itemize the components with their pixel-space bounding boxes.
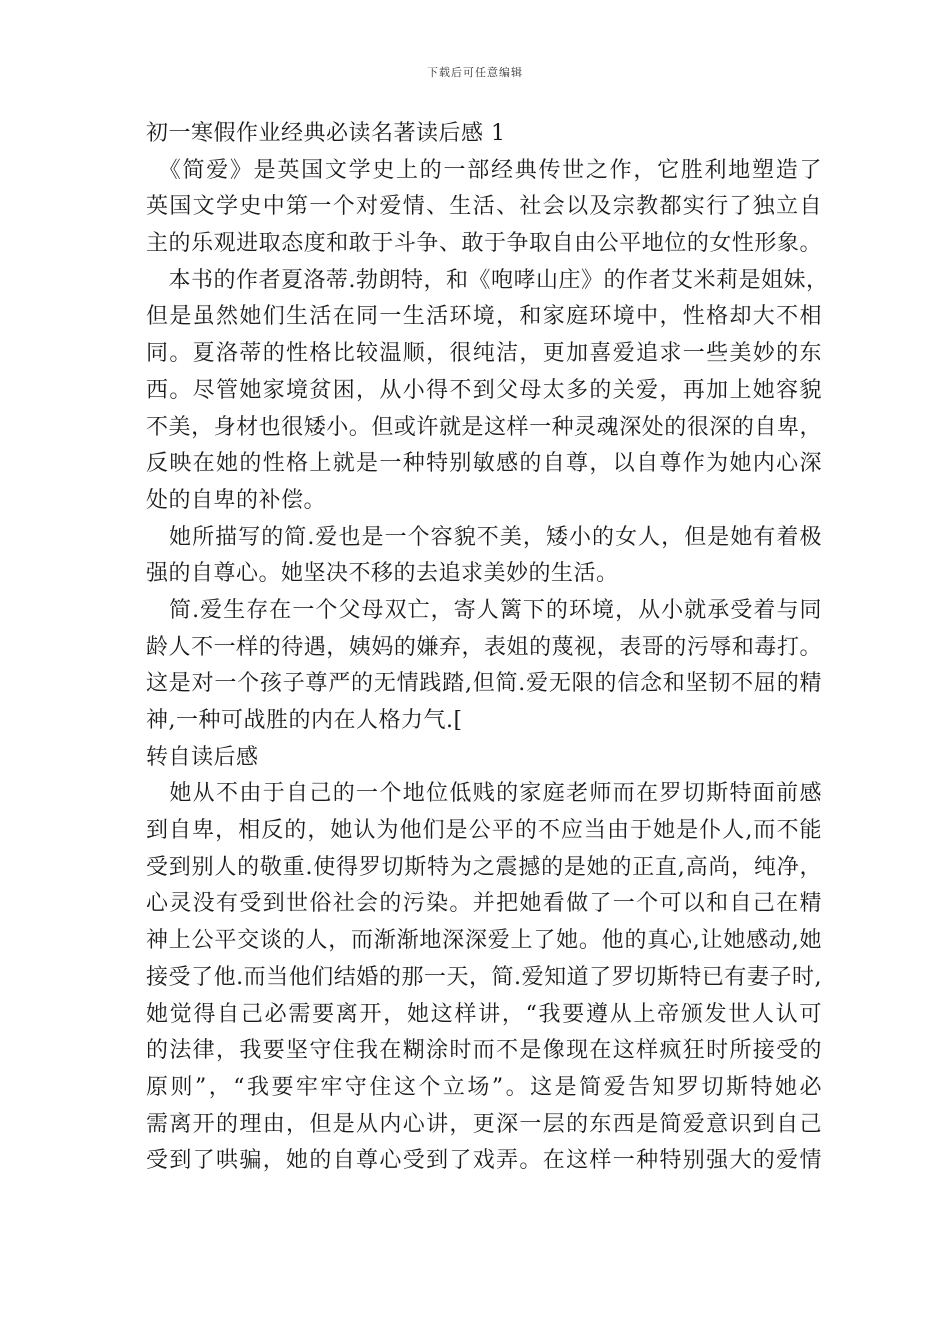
text-line: 她所描写的简.爱也是一个容貌不美，矮小的女人，但是她有着极 (146, 524, 822, 550)
text-line: 转自读后感 (146, 744, 259, 770)
text-line: 同。夏洛蒂的性格比较温顺，很纯洁，更加喜爱追求一些美妙的东 (146, 341, 822, 367)
text-line: 英国文学史中第一个对爱情、生活、社会以及宗教都实行了独立自 (146, 194, 822, 220)
text-line: 接受了他.而当他们结婚的那一天，简.爱知道了罗切斯特已有妻子时, (146, 964, 822, 990)
text-line: 她觉得自己必需要离开，她这样讲，“我要遵从上帝颁发世人认可 (146, 1001, 822, 1027)
text-line: 的法律，我要坚守住我在糊涂时而不是像现在这样疯狂时所接受的 (146, 1038, 822, 1064)
text-line: 西。尽管她家境贫困，从小得不到父母太多的关爱，再加上她容貌 (146, 377, 822, 403)
text-line: 反映在她的性格上就是一种特别敏感的自尊，以自尊作为她内心深 (146, 451, 822, 477)
text-line: 需离开的理由，但是从内心讲，更深一层的东西是简爱意识到自己 (146, 1111, 822, 1137)
text-line: 这是对一个孩子尊严的无情践踏,但简.爱无限的信念和坚韧不屈的精 (146, 671, 822, 697)
text-line: 强的自尊心。她坚决不移的去追求美妙的生活。 (146, 561, 619, 587)
text-line: 龄人不一样的待遇，姨妈的嫌弃，表姐的蔑视，表哥的污辱和毒打。 (146, 634, 822, 660)
text-line: 但是虽然她们生活在同一生活环境，和家庭环境中，性格却大不相 (146, 304, 822, 330)
text-line: 受到别人的敬重.使得罗切斯特为之震撼的是她的正直,高尚，纯净， (146, 854, 822, 880)
document-title: 初一寒假作业经典必读名著读后感 1 (146, 121, 506, 146)
text-line: 心灵没有受到世俗社会的污染。并把她看做了一个可以和自己在精 (146, 891, 822, 917)
text-line: 神,一种可战胜的内在人格力气.[ (146, 708, 463, 733)
text-line: 处的自卑的补偿。 (146, 487, 327, 513)
text-line: 原则”，“我要牢牢守住这个立场”。这是简爱告知罗切斯特她必 (146, 1074, 822, 1100)
text-line: 她从不由于自己的一个地位低贱的家庭老师而在罗切斯特面前感 (146, 781, 822, 807)
text-line: 到自卑，相反的，她认为他们是公平的不应当由于她是仆人,而不能 (146, 818, 822, 844)
text-line: 不美，身材也很矮小。但或许就是这样一种灵魂深处的很深的自卑， (146, 414, 822, 440)
text-line: 本书的作者夏洛蒂.勃朗特，和《咆哮山庄》的作者艾米莉是姐妹， (146, 267, 829, 293)
page-header: 下载后可任意编辑 (427, 66, 523, 79)
document-body (146, 116, 829, 1180)
text-line: 《简爱》是英国文学史上的一部经典传世之作，它胜利地塑造了 (146, 157, 822, 183)
text-line: 神上公平交谈的人，而渐渐地深深爱上了她。他的真心,让她感动,她 (146, 928, 822, 954)
text-line: 受到了哄骗，她的自尊心受到了戏弄。在这样一种特别强大的爱情 (146, 1148, 822, 1174)
text-line: 主的乐观进取态度和敢于斗争、敢于争取自由公平地位的女性形象。 (146, 231, 822, 257)
text-line: 简.爱生存在一个父母双亡，寄人篱下的环境，从小就承受着与同 (146, 597, 822, 623)
